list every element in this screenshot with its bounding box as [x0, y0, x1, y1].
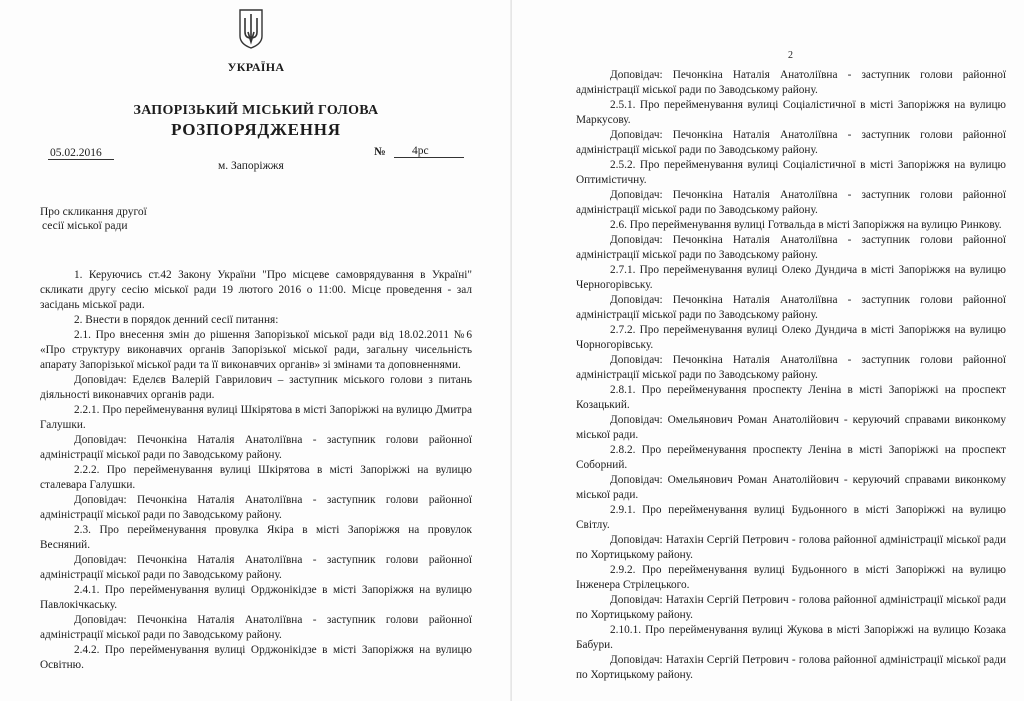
agenda-item-paragraph: 2.9.1. Про перейменування вулиці Будьонного в місті Запоріжжі на вулицю Світлу. — [576, 504, 1006, 531]
speaker-paragraph: Доповідач: Печонкіна Наталія Анатоліївна - заступник голови районної адміністрації міської ради по Заводському району. — [576, 354, 1006, 381]
right-page-body — [576, 68, 1006, 683]
agenda-item-paragraph: 2.2.1. Про перейменування вулиці Шкірятова в місті Запоріжжі на вулицю Дмитра Галушки. — [40, 404, 472, 431]
number-sign: № — [374, 146, 386, 158]
speaker-paragraph: Доповідач: Омельянович Роман Анатолійович - керуючий справами виконкому міської ради. — [576, 474, 1006, 501]
agenda-item-paragraph: 2.10.1. Про перейменування вулиці Жукова в місті Запоріжжі на вулицю Козака Бабури. — [576, 624, 1006, 651]
subject-line: Про скликання другої — [40, 206, 147, 218]
agenda-item-paragraph: 2.5.1. Про перейменування вулиці Соціалістичної в місті Запоріжжя на вулицю Маркусову. — [576, 99, 1006, 126]
trident-icon — [236, 8, 266, 50]
agenda-item-paragraph: 2.7.1. Про перейменування вулиці Олеко Дундича в місті Запоріжжя на вулицю Черногорівську. — [576, 264, 1006, 291]
decree-title: РОЗПОРЯДЖЕННЯ — [171, 120, 341, 139]
agenda-item-paragraph: 2.6. Про перейменування вулиці Готвальда в місті Запоріжжя на вулицю Ринкову. — [610, 219, 1002, 231]
agenda-item-paragraph: 2.2.2. Про перейменування вулиці Шкірятова в місті Запоріжжі на вулицю сталевара Галушки. — [40, 464, 472, 491]
speaker-paragraph: Доповідач: Печонкіна Наталія Анатоліївна - заступник голови районної адміністрації міської ради по Заводському району. — [576, 234, 1006, 261]
agenda-item-paragraph: 2.8.1. Про перейменування проспекту Леніна в місті Запоріжжі на проспект Козацький. — [576, 384, 1006, 411]
speaker-paragraph: Доповідач: Натахін Сергій Петрович - голова районної адміністрації міської ради по Хортицькому району. — [576, 654, 1006, 681]
agenda-item-paragraph: 1. Керуючись ст.42 Закону України "Про місцеве самоврядування в Україні" скликати другу сесію міської ради 19 лютого 2016 о 11:00. Місце проведення - зал засідань міської ради. — [40, 269, 472, 311]
agenda-item-paragraph: 2.9.2. Про перейменування вулиці Будьонного в місті Запоріжжі на вулицю Інженера Стрілецького. — [576, 564, 1006, 591]
speaker-paragraph: Доповідач: Печонкіна Наталія Анатоліївна - заступник голови районної адміністрації міської ради по Заводському району. — [40, 494, 472, 521]
speaker-paragraph: Доповідач: Печонкіна Наталія Анатоліївна - заступник голови районної адміністрації міської ради по Заводському району. — [40, 614, 472, 641]
document-date: 05.02.2016 — [48, 147, 114, 160]
issuer-heading: ЗАПОРІЗЬКИЙ МІСЬКИЙ ГОЛОВА — [133, 103, 379, 118]
speaker-paragraph: Доповідач: Омельянович Роман Анатолійович - керуючий справами виконкому міської ради. — [576, 414, 1006, 441]
document-city: м. Запоріжжя — [218, 160, 284, 172]
speaker-paragraph: Доповідач: Печонкіна Наталія Анатоліївна - заступник голови районної адміністрації міської ради по Заводському району. — [40, 554, 472, 581]
document-number: 4рс — [394, 145, 464, 158]
decree-subject — [40, 205, 147, 233]
speaker-paragraph: Доповідач: Еделєв Валерій Гаврилович – заступник міського голови з питань діяльності виконавчих органів ради. — [40, 374, 472, 401]
speaker-paragraph: Доповідач: Натахін Сергій Петрович - голова районної адміністрації міської ради по Хортицькому району. — [576, 534, 1006, 561]
country-heading: УКРАЇНА — [227, 60, 285, 74]
speaker-paragraph: Доповідач: Печонкіна Наталія Анатоліївна - заступник голови районної адміністрації міської ради по Заводському району. — [576, 129, 1006, 156]
speaker-paragraph: Доповідач: Печонкіна Наталія Анатоліївна - заступник голови районної адміністрації міської ради по Заводському району. — [576, 69, 1006, 96]
agenda-item-paragraph: 2. Внести в порядок денний сесії питання: — [74, 314, 279, 326]
agenda-item-paragraph: 2.7.2. Про перейменування вулиці Олеко Дундича в місті Запоріжжя на вулицю Чорногорівську. — [576, 324, 1006, 351]
page-number: 2 — [788, 50, 793, 61]
agenda-item-paragraph: 2.4.1. Про перейменування вулиці Орджонікідзе в місті Запоріжжя на вулицю Павлокічкаську. — [40, 584, 472, 611]
agenda-item-paragraph: 2.5.2. Про перейменування вулиці Соціалістичної в місті Запоріжжя на вулицю Оптимістичну. — [576, 159, 1006, 186]
speaker-paragraph: Доповідач: Печонкіна Наталія Анатоліївна - заступник голови районної адміністрації міської ради по Заводському району. — [576, 294, 1006, 321]
subject-line: сесії міської ради — [42, 220, 128, 232]
speaker-paragraph: Доповідач: Печонкіна Наталія Анатоліївна - заступник голови районної адміністрації міської ради по Заводському району. — [576, 189, 1006, 216]
agenda-item-paragraph: 2.8.2. Про перейменування проспекту Леніна в місті Запоріжжі на проспект Соборний. — [576, 444, 1006, 471]
speaker-paragraph: Доповідач: Натахін Сергій Петрович - голова районної адміністрації міської ради по Хортицькому району. — [576, 594, 1006, 621]
agenda-item-paragraph: 2.1. Про внесення змін до рішення Запорізької міської ради від 18.02.2011 №6 «Про структуру виконавчих органів Запорізької міської ради, загальну чисельність апарату Запорізької міської ради та її виконавчих органів» зі змінами та доповненнями. — [40, 329, 472, 371]
agenda-item-paragraph: 2.3. Про перейменування провулка Якіра в місті Запоріжжя на провулок Весняний. — [40, 524, 472, 551]
speaker-paragraph: Доповідач: Печонкіна Наталія Анатоліївна - заступник голови районної адміністрації міської ради по Заводському району. — [40, 434, 472, 461]
left-page-body — [40, 268, 472, 673]
agenda-item-paragraph: 2.4.2. Про перейменування вулиці Орджонікідзе в місті Запоріжжя на вулицю Освітню. — [40, 644, 472, 671]
